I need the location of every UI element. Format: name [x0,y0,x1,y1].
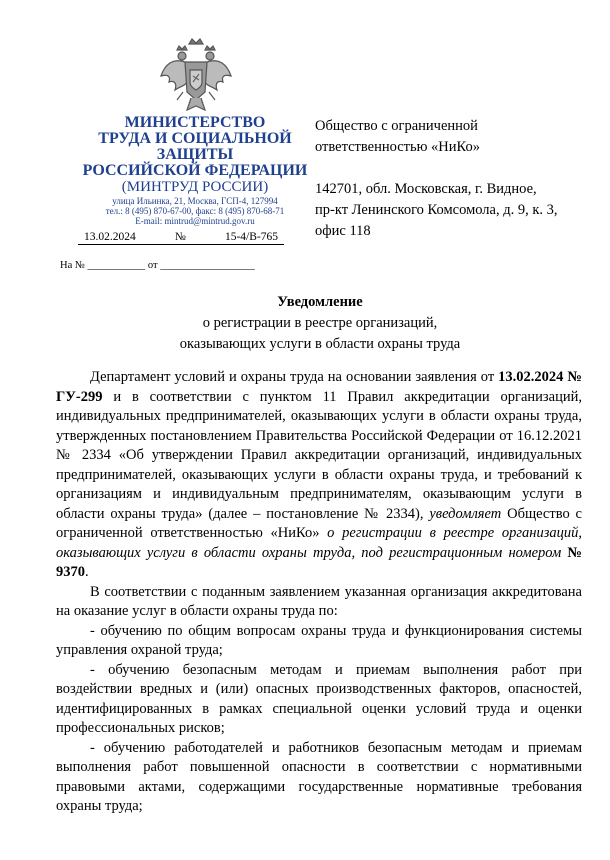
italic-text: о регистрации в реестре организаций, оказывающих услуги в области охраны труда, под регистрационным номером [56,525,582,561]
recipient-address-line: пр-кт Ленинского Комсомола, д. 9, к. 3, [315,202,558,218]
list-item: - обучению по общим вопросам охраны труда и функционирования системы управления охраной труда; [56,622,582,658]
ministry-name-line: ТРУДА И СОЦИАЛЬНОЙ [98,130,292,147]
title-subline: оказывающих услуги в области охраны труда [179,336,461,352]
recipient-block [315,116,595,242]
reference-line: На № ___________ от __________________ [60,260,255,271]
body-paragraph: В соответствии с поданным заявлением указанная организация аккредитована на оказание услуг в области охраны труда по: [56,583,582,619]
recipient-address-line: офис 118 [315,223,371,239]
ministry-name-line: РОССИЙСКОЙ ФЕДЕРАЦИИ [82,162,308,179]
document-date: 13.02.2024 [84,231,136,243]
ministry-email: E-mail: mintrud@mintrud.gov.ru [135,216,255,226]
number-label: № [174,231,186,243]
ministry-short-name: (МИНТРУД РОССИИ) [121,179,269,195]
ministry-name-line: ЗАЩИТЫ [156,146,234,163]
text-run: Департамент условий и охраны труда на основании заявления от [90,369,499,385]
ministry-name-line: МИНИСТЕРСТВО [124,114,266,131]
italic-text: уведомляет [429,505,502,522]
recipient-name-line: ответственностью «НиКо» [315,139,480,155]
application-reference: 13.02.2024 № ГУ-299 [56,369,582,405]
title-heading: Уведомление [277,294,363,310]
title-subline: о регистрации в реестре организаций, [202,315,438,331]
recipient-address-line: 142701, обл. Московская, г. Видное, [315,181,537,197]
list-item: - обучению безопасным методам и приемам выполнения работ при воздействии вредных и (или) опасных производственных факторов, опасностей, идентифицированных в рамках специальной оценки условий труда и оценки профессиональных рисков; [56,661,582,736]
document-body [56,368,582,817]
document-date-number [78,231,284,245]
document-number: 15-4/В-765 [224,231,278,243]
text-run: и в соответствии с пунктом 11 Правил аккредитации организаций, индивидуальных предпринимателей, оказывающих услуги в области охраны труда, утвержденных постановлением Правительства Российской Федерации от 16.12.2021 № 2334 «Об утверждении Правил аккредитации организаций, индивидуальных предпринимателей, оказывающих услуги в области охраны труда, и требований к организациям и индивидуальным предпринимателям, оказывающим услуги в области охраны труда» (далее – постановление № 2334), [56,388,582,522]
ministry-phone: тел.: 8 (495) 870-67-00, факс: 8 (495) 870-68-71 [105,206,285,216]
text-run: Общество с ограниченной ответственностью «НиКо» [56,505,582,541]
ministry-header [60,115,330,226]
ministry-address: улица Ильинка, 21, Москва, ГСП-4, 127994 [112,196,278,206]
recipient-name-line: Общество с ограниченной [315,118,478,134]
document-title [60,292,580,355]
body-paragraph [56,368,582,583]
list-item: - обучению работодателей и работников безопасным методам и приемам выполнения работ повышенной опасности в соответствии с нормативными правовыми актами, содержащими государственные нормативные требования охраны труда; [56,739,582,814]
registration-number: № 9370 [56,544,582,580]
coat-of-arms-emblem [155,36,237,118]
text-run: . [85,564,89,580]
